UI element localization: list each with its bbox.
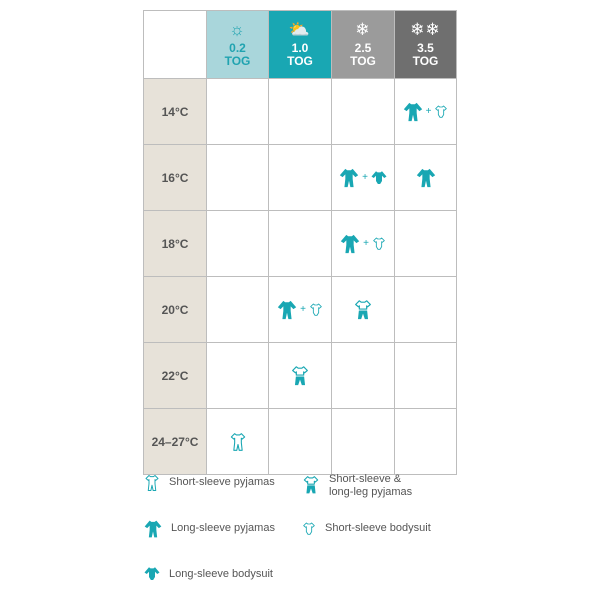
temperature-label: 18°C bbox=[144, 211, 207, 277]
long-sleeve-bodysuit-icon bbox=[370, 168, 388, 188]
table-cell bbox=[207, 277, 269, 343]
short-sleeve-long-leg-pyjamas-icon bbox=[289, 364, 311, 388]
temperature-label: 24–27°C bbox=[144, 409, 207, 475]
table-row bbox=[144, 211, 457, 277]
tog-unit: TOG bbox=[412, 54, 439, 68]
plus-sign: + bbox=[300, 304, 306, 315]
table-cell bbox=[269, 343, 332, 409]
tog-header-2-5 bbox=[332, 11, 395, 79]
legend-item-long-sleeve-pyjamas bbox=[143, 518, 275, 540]
table-cell bbox=[207, 145, 269, 211]
legend-label: Long-sleeve pyjamas bbox=[171, 522, 275, 534]
long-sleeve-bodysuit-icon bbox=[143, 564, 161, 584]
table-cell bbox=[395, 79, 457, 145]
table-cell bbox=[395, 211, 457, 277]
legend-label-group bbox=[329, 473, 412, 499]
table-cell bbox=[332, 211, 395, 277]
two-snowflakes-icon: ❄❄ bbox=[410, 20, 441, 39]
temperature-label: 14°C bbox=[144, 79, 207, 145]
table-cell bbox=[269, 211, 332, 277]
corner-cell bbox=[144, 11, 207, 79]
table-cell bbox=[269, 277, 332, 343]
table-cell bbox=[332, 145, 395, 211]
legend-label: Short-sleeve bodysuit bbox=[325, 522, 431, 534]
legend-item-short-sleeve-pyjamas bbox=[143, 473, 275, 493]
table-cell bbox=[207, 343, 269, 409]
long-sleeve-pyjamas-icon bbox=[339, 232, 361, 256]
table-cell bbox=[207, 211, 269, 277]
legend-item-short-sleeve-long-leg-pyjamas bbox=[301, 473, 412, 499]
snowflake-icon: ❄ bbox=[355, 20, 371, 39]
tog-unit: TOG bbox=[287, 54, 313, 68]
table-cell bbox=[269, 79, 332, 145]
table-cell bbox=[269, 409, 332, 475]
legend-label: Short-sleeve & bbox=[329, 473, 402, 485]
tog-value: 2.5 bbox=[354, 41, 372, 55]
long-sleeve-pyjamas-icon bbox=[402, 100, 424, 124]
plus-sign: + bbox=[362, 172, 368, 183]
table-row bbox=[144, 343, 457, 409]
temperature-label: 22°C bbox=[144, 343, 207, 409]
table-cell bbox=[395, 145, 457, 211]
temperature-label: 16°C bbox=[144, 145, 207, 211]
legend-label: long-leg pyjamas bbox=[329, 486, 413, 498]
table-row bbox=[144, 409, 457, 475]
short-sleeve-bodysuit-icon bbox=[433, 103, 449, 121]
table-cell bbox=[395, 409, 457, 475]
short-sleeve-long-leg-pyjamas-icon bbox=[352, 298, 374, 322]
long-sleeve-pyjamas-icon bbox=[338, 166, 360, 190]
table-cell bbox=[207, 409, 269, 475]
short-sleeve-bodysuit-icon bbox=[371, 235, 387, 253]
tog-unit: TOG bbox=[224, 54, 251, 68]
short-sleeve-bodysuit-icon bbox=[308, 301, 324, 319]
long-sleeve-pyjamas-icon bbox=[415, 166, 437, 190]
legend-label: Short-sleeve pyjamas bbox=[169, 476, 275, 488]
tog-unit: TOG bbox=[350, 54, 376, 68]
tog-value: 0.2 bbox=[229, 41, 246, 55]
short-sleeve-pyjamas-icon bbox=[143, 473, 161, 493]
table-cell bbox=[332, 277, 395, 343]
temperature-label: 20°C bbox=[144, 277, 207, 343]
long-sleeve-pyjamas-icon bbox=[276, 298, 298, 322]
table-row bbox=[144, 145, 457, 211]
short-sleeve-long-leg-pyjamas-icon bbox=[301, 473, 321, 497]
sun-icon: ☼ bbox=[229, 20, 246, 39]
header-row bbox=[144, 11, 457, 79]
long-sleeve-pyjamas-icon bbox=[143, 518, 163, 540]
table-cell bbox=[395, 343, 457, 409]
legend-item-long-sleeve-bodysuit bbox=[143, 564, 273, 584]
tog-header-0-2 bbox=[207, 11, 269, 79]
table-cell bbox=[395, 277, 457, 343]
table-cell bbox=[207, 79, 269, 145]
plus-sign: + bbox=[363, 238, 369, 249]
table-cell bbox=[332, 409, 395, 475]
legend-item-short-sleeve-bodysuit bbox=[301, 520, 431, 538]
partly-cloudy-icon: ⛅ bbox=[288, 20, 312, 39]
table-cell bbox=[332, 79, 395, 145]
table-cell bbox=[269, 145, 332, 211]
legend-label: Long-sleeve bodysuit bbox=[169, 568, 273, 580]
short-sleeve-pyjamas-icon bbox=[228, 431, 248, 453]
tog-value: 1.0 bbox=[291, 41, 309, 55]
plus-sign: + bbox=[425, 106, 432, 117]
table-row bbox=[144, 277, 457, 343]
table-row bbox=[144, 79, 457, 145]
table-cell bbox=[332, 343, 395, 409]
tog-header-1-0 bbox=[269, 11, 332, 79]
tog-value: 3.5 bbox=[417, 41, 434, 55]
tog-header-3-5 bbox=[395, 11, 457, 79]
short-sleeve-bodysuit-icon bbox=[301, 520, 317, 538]
tog-clothing-table bbox=[143, 10, 457, 475]
